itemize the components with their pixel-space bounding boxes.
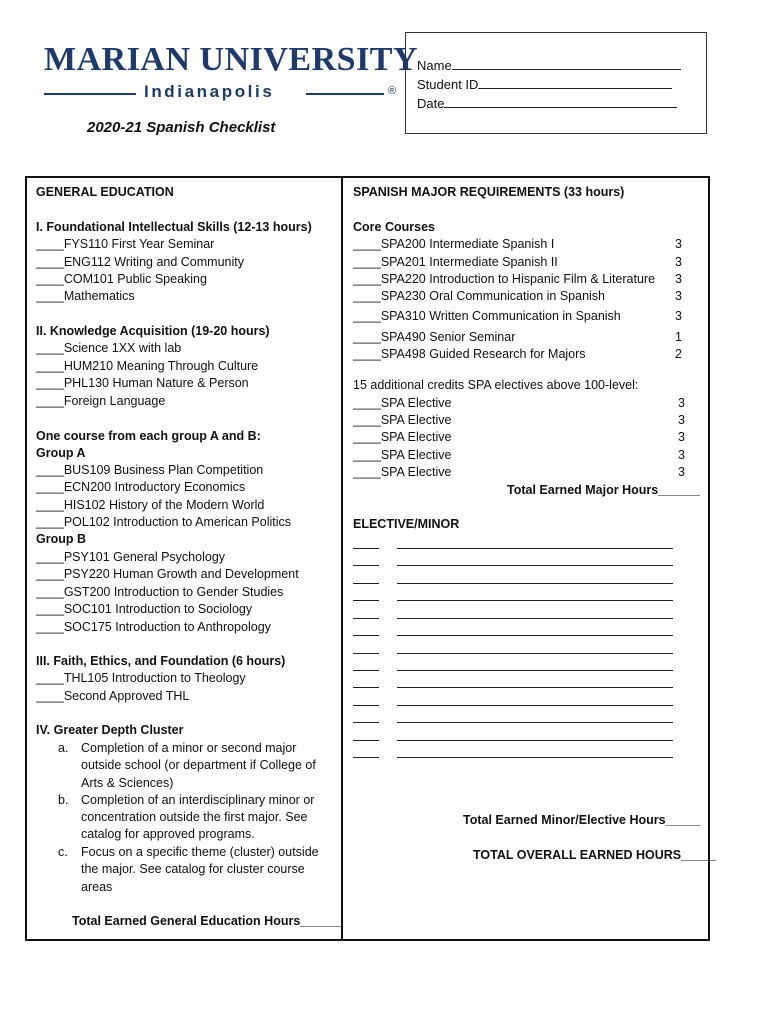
list-item[interactable]: ____SPA Elective	[353, 396, 452, 410]
list-item[interactable]	[353, 729, 673, 746]
course-label: HIS102 History of the Modern World	[63, 498, 265, 512]
student-id-label: Student ID	[417, 77, 479, 92]
list-item[interactable]	[353, 624, 673, 641]
cluster-text: Arts & Sciences)	[81, 776, 174, 790]
course-label: FYS110 First Year Seminar	[63, 237, 215, 251]
date-label: Date	[417, 96, 445, 111]
cluster-text: the major. See catalog for cluster course	[81, 862, 305, 876]
course-label: SPA498 Guided Research for Majors	[380, 347, 586, 361]
course-label: SPA490 Senior Seminar	[380, 330, 516, 344]
course-label: SOC175 Introduction to Anthropology	[63, 620, 271, 634]
course-label: Foreign Language	[63, 394, 166, 408]
list-item[interactable]: ____Science 1XX with lab	[36, 341, 182, 355]
list-item[interactable]: ____SPA490 Senior Seminar	[353, 330, 516, 344]
group-b-label: Group B	[36, 532, 86, 546]
list-item[interactable]	[353, 642, 673, 659]
list-item[interactable]	[353, 589, 673, 606]
logo-rule-left	[44, 93, 136, 95]
credit-hours: 3	[678, 448, 685, 462]
credit-hours: 1	[675, 330, 682, 344]
logo-campus: Indianapolis	[144, 82, 275, 101]
section-2-title: II. Knowledge Acquisition (19-20 hours)	[36, 324, 270, 338]
course-label: HUM210 Meaning Through Culture	[63, 359, 259, 373]
list-item[interactable]: ____BUS109 Business Plan Competition	[36, 463, 264, 477]
name-label: Name	[417, 58, 452, 73]
cluster-text: areas	[81, 880, 113, 894]
student-id-row	[417, 76, 672, 92]
course-label: BUS109 Business Plan Competition	[63, 463, 264, 477]
credit-hours: 3	[675, 309, 682, 323]
gen-ed-total[interactable]: Total Earned General Education Hours______	[72, 914, 342, 928]
university-logo	[44, 40, 419, 104]
core-courses-label: Core Courses	[353, 220, 435, 234]
course-label: PSY101 General Psychology	[63, 550, 226, 564]
list-item[interactable]	[353, 537, 673, 554]
list-item[interactable]: ____SPA Elective	[353, 430, 452, 444]
date-field[interactable]	[444, 95, 677, 108]
course-label: PSY220 Human Growth and Development	[63, 567, 299, 581]
list-item[interactable]: ____SOC101 Introduction to Sociology	[36, 602, 253, 616]
list-item[interactable]: ____SPA200 Intermediate Spanish I	[353, 237, 555, 251]
list-item[interactable]	[353, 676, 673, 693]
list-item[interactable]	[353, 694, 673, 711]
section-3-title: III. Faith, Ethics, and Foundation (6 hours)	[36, 654, 286, 668]
credit-hours: 3	[675, 237, 682, 251]
list-item[interactable]	[353, 554, 673, 571]
student-id-field[interactable]	[478, 76, 672, 89]
logo-wordmark: MARIAN UNIVERSITY	[44, 41, 419, 78]
list-item[interactable]: ____FYS110 First Year Seminar	[36, 237, 215, 251]
course-label: Science 1XX with lab	[63, 341, 182, 355]
list-marker: b.	[58, 793, 69, 807]
cluster-text: catalog for approved programs.	[81, 827, 255, 841]
course-label: SPA310 Written Communication in Spanish	[380, 309, 621, 323]
list-item[interactable]: ____COM101 Public Speaking	[36, 272, 207, 286]
cluster-text: concentration outside the first major. See	[81, 810, 308, 824]
list-item[interactable]: ____POL102 Introduction to American Politics	[36, 515, 292, 529]
list-item[interactable]: ____SPA201 Intermediate Spanish II	[353, 255, 558, 269]
gen-ed-heading: GENERAL EDUCATION	[36, 185, 174, 199]
section-1-title: I. Foundational Intellectual Skills (12-13 hours)	[36, 220, 312, 234]
date-row	[417, 95, 677, 111]
logo-subline	[44, 82, 400, 104]
list-item[interactable]: ____Second Approved THL	[36, 689, 190, 703]
list-item[interactable]: ____PSY220 Human Growth and Development	[36, 567, 299, 581]
course-label: SOC101 Introduction to Sociology	[63, 602, 253, 616]
list-item[interactable]: ____SPA230 Oral Communication in Spanish	[353, 289, 606, 303]
credit-hours: 3	[675, 272, 682, 286]
column-divider	[341, 176, 343, 939]
list-item[interactable]	[353, 746, 673, 763]
credit-hours: 3	[675, 255, 682, 269]
list-item[interactable]: ____HIS102 History of the Modern World	[36, 498, 265, 512]
list-item[interactable]: ____PHL130 Human Nature & Person	[36, 376, 249, 390]
list-item[interactable]: ____PSY101 General Psychology	[36, 550, 226, 564]
credit-hours: 3	[678, 430, 685, 444]
name-row	[417, 57, 681, 73]
course-label: SPA Elective	[380, 396, 452, 410]
elective-minor-heading: ELECTIVE/MINOR	[353, 517, 460, 531]
major-total[interactable]: Total Earned Major Hours______	[507, 483, 700, 497]
course-label: SPA Elective	[380, 413, 452, 427]
student-info-box	[405, 32, 707, 134]
cluster-text: outside school (or department if College of	[81, 758, 316, 772]
list-item[interactable]: ____ENG112 Writing and Community	[36, 255, 244, 269]
credit-hours: 3	[678, 413, 685, 427]
list-marker: c.	[58, 845, 68, 859]
list-item[interactable]: ____HUM210 Meaning Through Culture	[36, 359, 259, 373]
list-item[interactable]	[353, 607, 673, 624]
course-label: SPA Elective	[380, 448, 452, 462]
elective-note: 15 additional credits SPA electives above 100-level:	[353, 378, 639, 392]
list-marker: a.	[58, 741, 69, 755]
list-item[interactable]: ____ECN200 Introductory Economics	[36, 480, 246, 494]
credit-hours: 3	[678, 396, 685, 410]
course-label: Mathematics	[63, 289, 135, 303]
cluster-text: Completion of a minor or second major	[81, 741, 297, 755]
page-title: 2020-21 Spanish Checklist	[87, 119, 276, 136]
list-item[interactable]: ____SPA Elective	[353, 413, 452, 427]
course-label: SPA220 Introduction to Hispanic Film & Literature	[380, 272, 656, 286]
list-item[interactable]	[353, 572, 673, 589]
list-item[interactable]: ____GST200 Introduction to Gender Studies	[36, 585, 284, 599]
major-heading: SPANISH MAJOR REQUIREMENTS (33 hours)	[353, 185, 625, 199]
section-4-title: IV. Greater Depth Cluster	[36, 723, 184, 737]
list-item[interactable]: ____SPA498 Guided Research for Majors	[353, 347, 586, 361]
course-label: SPA201 Intermediate Spanish II	[380, 255, 558, 269]
overall-total[interactable]: TOTAL OVERALL EARNED HOURS_____	[473, 848, 716, 862]
course-label: SPA230 Oral Communication in Spanish	[380, 289, 606, 303]
group-note: One course from each group A and B:	[36, 429, 261, 443]
list-item[interactable]: ____Mathematics	[36, 289, 135, 303]
course-label: PHL130 Human Nature & Person	[63, 376, 249, 390]
course-label: ECN200 Introductory Economics	[63, 480, 246, 494]
list-item[interactable]: ____SOC175 Introduction to Anthropology	[36, 620, 271, 634]
course-label: SPA200 Intermediate Spanish I	[380, 237, 555, 251]
registered-mark: ®	[388, 85, 397, 97]
name-field[interactable]	[452, 57, 681, 70]
course-label: SPA Elective	[380, 430, 452, 444]
course-label: SPA Elective	[380, 465, 452, 479]
list-item[interactable]: ____SPA310 Written Communication in Spanish	[353, 309, 621, 323]
list-item[interactable]: ____THL105 Introduction to Theology	[36, 671, 246, 685]
course-label: Second Approved THL	[63, 689, 190, 703]
list-item[interactable]: ____SPA220 Introduction to Hispanic Film & Literature	[353, 272, 656, 286]
minor-elective-total[interactable]: Total Earned Minor/Elective Hours_____	[463, 813, 701, 827]
list-item[interactable]	[353, 711, 673, 728]
cluster-text: Completion of an interdisciplinary minor or	[81, 793, 315, 807]
course-label: GST200 Introduction to Gender Studies	[63, 585, 284, 599]
course-label: ENG112 Writing and Community	[63, 255, 244, 269]
credit-hours: 3	[675, 289, 682, 303]
credit-hours: 2	[675, 347, 682, 361]
credit-hours: 3	[678, 465, 685, 479]
course-label: THL105 Introduction to Theology	[63, 671, 246, 685]
course-label: COM101 Public Speaking	[63, 272, 207, 286]
logo-rule-right	[306, 93, 384, 95]
list-item[interactable]: ____Foreign Language	[36, 394, 166, 408]
list-item[interactable]: ____SPA Elective	[353, 465, 452, 479]
course-label: POL102 Introduction to American Politics	[63, 515, 292, 529]
group-a-label: Group A	[36, 446, 86, 460]
cluster-text: Focus on a specific theme (cluster) outside	[81, 845, 319, 859]
list-item[interactable]	[353, 659, 673, 676]
list-item[interactable]: ____SPA Elective	[353, 448, 452, 462]
